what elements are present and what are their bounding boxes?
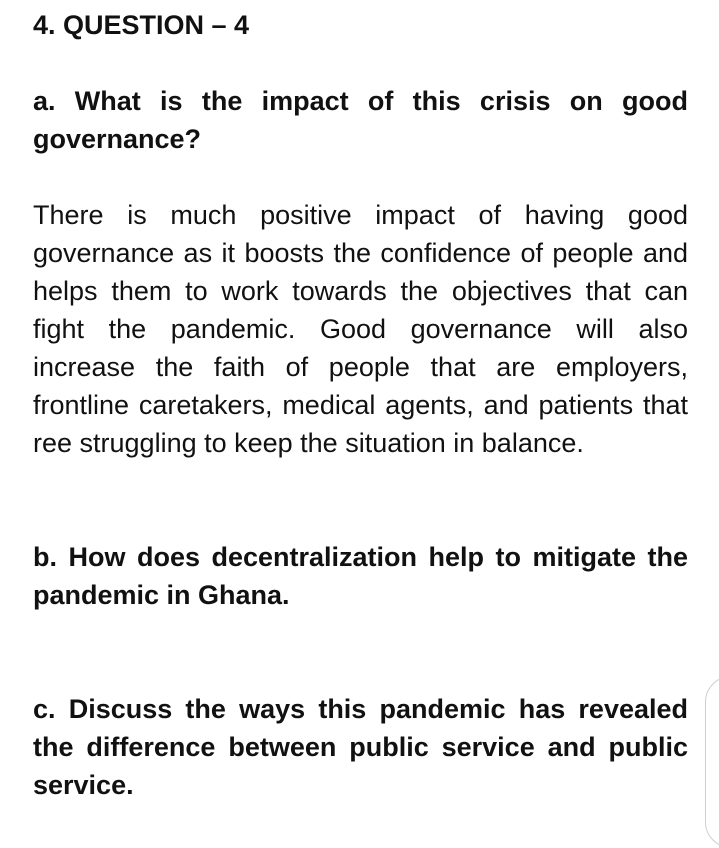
question-c: c. Discuss the ways this pandemic has revealed the difference between public service and public service. bbox=[33, 694, 688, 800]
edge-overlay-shape bbox=[705, 676, 719, 848]
question-b: b. How does decentralization help to mitigate the pandemic in Ghana. bbox=[33, 542, 688, 610]
question-heading: 4. QUESTION – 4 bbox=[33, 10, 250, 40]
question-a: a. What is the impact of this crisis on good governance? bbox=[33, 86, 688, 154]
answer-a-paragraph: There is much positive impact of having good governance as it boosts the confidence of people and helps them to work towards the objectives that can fight the pandemic. Good governance will also increase the faith of people that are employers, frontline caretakers, medical agents, and patients that ree struggling to keep the situation in balance. bbox=[33, 200, 688, 458]
